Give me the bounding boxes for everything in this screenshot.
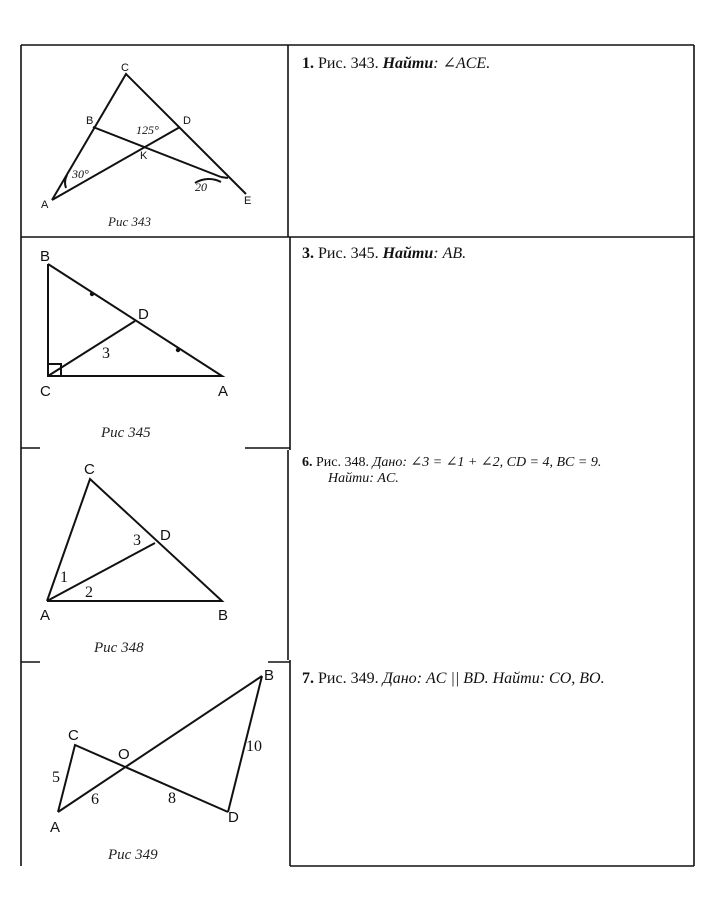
task-1-ref: Рис. 343.	[318, 55, 379, 72]
fig349-length-BD: 10	[246, 738, 262, 755]
task-6-number: 6.	[302, 455, 313, 470]
fig349-point-B: B	[264, 667, 275, 684]
fig343-angle-20: 20	[195, 180, 207, 194]
figure-348	[40, 461, 228, 656]
figure-345	[40, 248, 228, 441]
task-1-find-word: Найти	[382, 55, 434, 72]
fig345-point-C: C	[40, 383, 51, 400]
fig348-angle-2: 2	[85, 584, 93, 601]
fig349-point-C: C	[68, 727, 79, 744]
task-1	[302, 55, 490, 73]
task-1-number: 1.	[302, 55, 314, 72]
task-6-find-word: Найти	[328, 471, 370, 486]
task-1-find: : ∠ACE.	[433, 55, 491, 72]
fig348-point-D: D	[160, 527, 171, 544]
fig343-angle-30: 30°	[72, 167, 89, 181]
task-7-given: : AC || BD.	[416, 670, 489, 687]
task-3-number: 3.	[302, 245, 314, 262]
fig345-point-A: A	[218, 383, 229, 400]
task-6-find: : AC.	[369, 471, 399, 486]
fig343-point-K: K	[140, 150, 148, 162]
fig345-tick-BD	[90, 292, 94, 296]
fig343-point-D: D	[183, 115, 191, 127]
fig348-point-B: B	[218, 607, 229, 624]
task-6	[302, 455, 601, 487]
fig348-angle-3: 3	[133, 532, 141, 549]
fig345-tick-DA	[176, 348, 180, 352]
task-7-find: : CO, BO.	[539, 670, 605, 687]
task-6-given-word: Дано	[372, 455, 403, 470]
fig343-point-E: E	[244, 195, 252, 207]
fig343-point-A: A	[41, 199, 49, 211]
fig343-angle-125: 125°	[136, 123, 159, 137]
task-7-find-word: Найти	[492, 670, 540, 687]
fig349-length-AO: 6	[91, 791, 99, 808]
task-3-find-word: Найти	[382, 245, 434, 262]
fig349-point-O: O	[118, 746, 130, 763]
task-3-find: : AB.	[433, 245, 467, 262]
fig349-point-D: D	[228, 809, 239, 826]
fig345-segment-CD: 3	[102, 345, 110, 362]
fig343-caption: Рис 343	[108, 214, 151, 229]
task-3	[302, 245, 466, 263]
task-7-ref: Рис. 349.	[318, 670, 379, 687]
task-6-given: : ∠3 = ∠1 + ∠2, CD = 4, BC = 9.	[402, 455, 602, 470]
fig349-length-OD: 8	[168, 790, 176, 807]
fig343-point-B: B	[86, 115, 94, 127]
fig349-caption: Рис 349	[108, 847, 158, 863]
fig345-point-D: D	[138, 306, 149, 323]
fig349-length-AC: 5	[52, 769, 60, 786]
fig349-point-A: A	[50, 819, 61, 836]
figure-343	[41, 62, 251, 229]
fig345-point-B: B	[40, 248, 51, 265]
fig348-angle-1: 1	[60, 569, 68, 586]
task-7-given-word: Дано	[382, 670, 417, 687]
task-7	[302, 670, 605, 688]
task-6-ref: Рис. 348.	[316, 455, 369, 470]
fig343-point-C: C	[121, 62, 129, 74]
fig345-caption: Рис 345	[101, 425, 151, 441]
figure-349	[50, 667, 274, 863]
fig348-point-A: A	[40, 607, 51, 624]
task-3-ref: Рис. 345.	[318, 245, 379, 262]
fig348-caption: Рис 348	[94, 640, 144, 656]
fig348-point-C: C	[84, 461, 95, 478]
task-7-number: 7.	[302, 670, 314, 687]
